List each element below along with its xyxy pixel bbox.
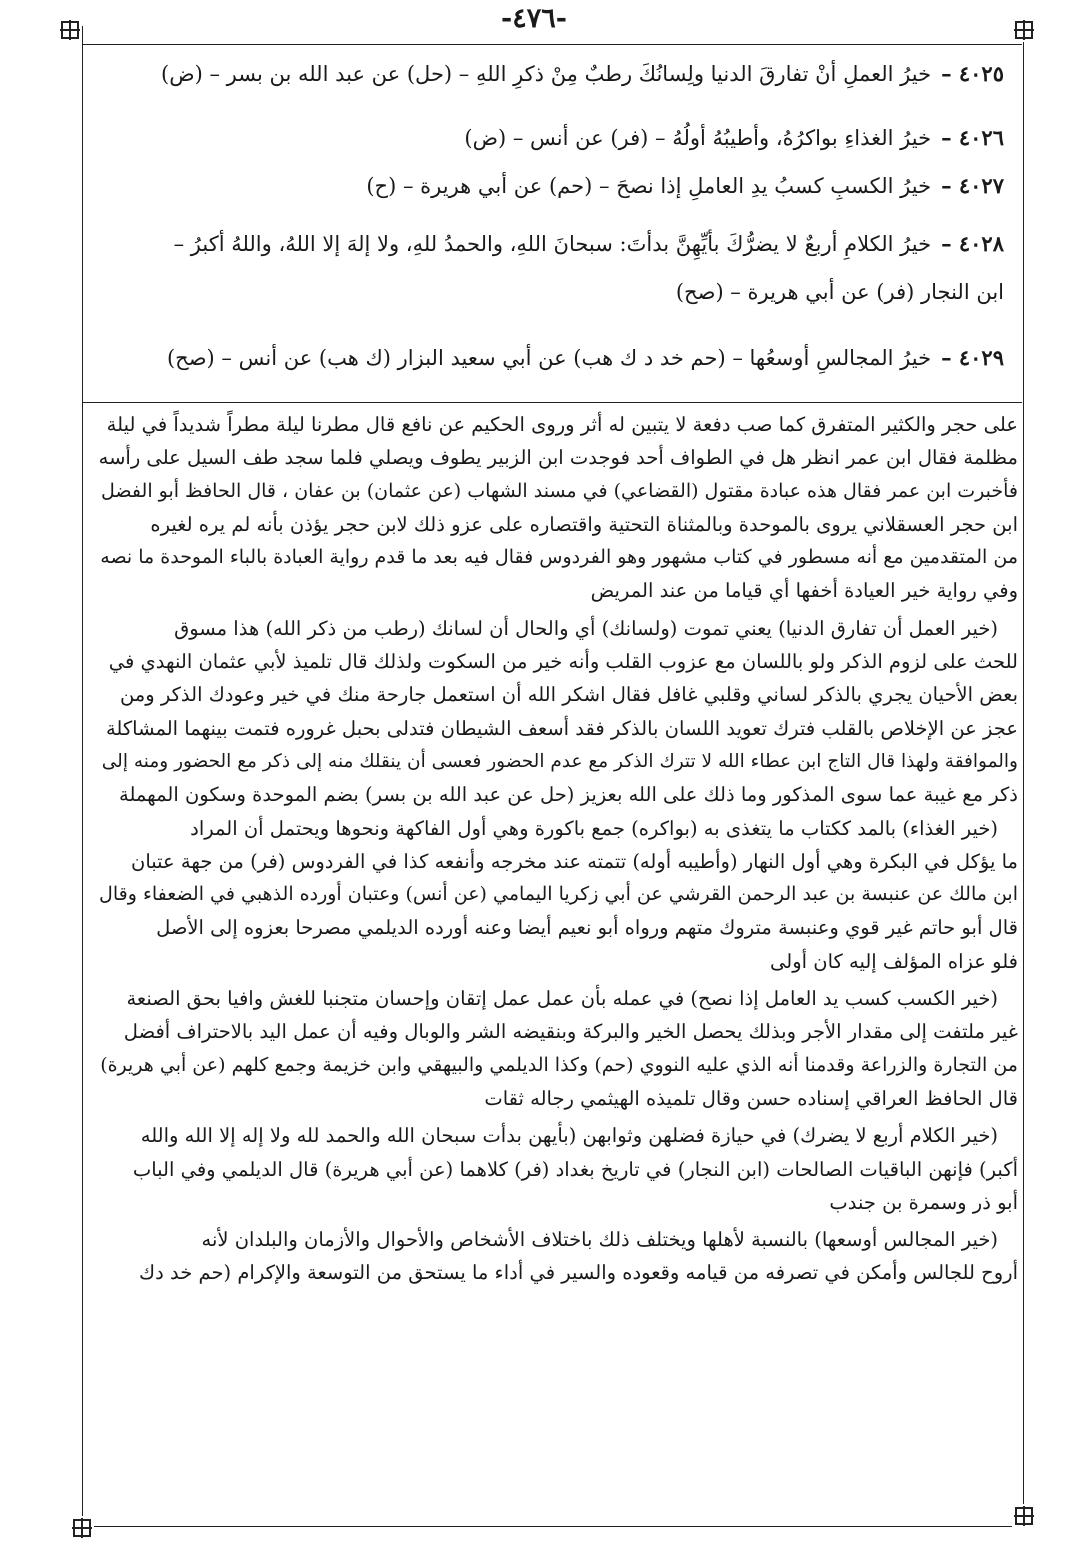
hadith-4029: ٤٠٢٩ –خيرُ المجالسِ أوسعُها – (حم خد د ك هب) عن أبي سعيد البزار (ك هب) عن أنس – (صح): [166, 345, 1004, 370]
commentary-line: ابن مالك عن عنبسة بن عبد الرحمن القرشي عن أبي زكريا اليمامي (عن أنس) وعتبان أورده الذهبي في الضعفاء وقال: [99, 883, 1018, 906]
commentary-line: (خير الكسب كسب يد العامل إذا نصح) في عمله بأن عمل عمل إتقان وإحسان متجنبا للغش وافيا بحق الصنعة: [126, 987, 998, 1011]
commentary-line: (خير العمل أن تفارق الدنيا) يعني تموت (ولسانك) أي والحال أن لسانك (رطب من ذكر الله) هذا مسوق: [174, 616, 998, 640]
bottom-border: [82, 1526, 1022, 1527]
commentary-line: على حجر والكثير المتفرق كما صب دفعة لا يتبين له أثر وروى الحكيم عن نافع قال مطرنا ليلة مطراً شديداً في ليلة: [106, 413, 1018, 436]
commentary-section: [88, 408, 1018, 1506]
commentary-line: (خير الغذاء) بالمد ككتاب ما يتغذى به (بواكره) جمع باكورة وهي أول الفاكهة ونحوها ويحتمل أن المراد: [190, 816, 998, 840]
section-divider: [82, 402, 1022, 403]
commentary-line: عجز عن الإخلاص بالقلب فترك تعويد اللسان بالذكر فقد أسعف الشيطان فتدلى بحبل غروره فتمت بينهما المشاكلة: [105, 716, 1018, 740]
page-number: -٤٧٦-: [501, 3, 567, 34]
commentary-line: والموافقة ولهذا قال التاج ابن عطاء الله لا تترك الذكر مع عدم الحضور فعسى أن ينقلك منه إلى ذكر مع الحضور ومنه إلى: [101, 750, 1018, 772]
commentary-line: فأخبرت ابن عمر فقال هذه عبادة مقتول (القضاعي) في مسند الشهاب (عن عثمان) بن عفان ، قال الحافظ أبو الفضل: [101, 479, 1018, 502]
commentary-line: أبو ذر وسمرة بن جندب: [829, 1190, 1018, 1214]
commentary-line: أكبر) فإنهن الباقيات الصالحات (ابن النجار) في تاريخ بغداد (فر) كلاهما (عن أبي هريرة) قال الديلمي وفي الباب: [132, 1157, 1018, 1181]
commentary-line: من المتقدمين مع أنه مسطور في كتاب مشهور وهو الفردوس فقال فيه بعد ما قدم رواية العبادة بالباء الموحدة ما نصه: [100, 546, 1018, 569]
corner-ornament-icon: [1012, 18, 1036, 42]
commentary-line: ابن حجر العسقلاني يروى بالموحدة وبالمثناة التحتية واقتصاره على عزو ذلك لابن حجر يؤذن بأنه لم يره لغيره: [150, 512, 1018, 536]
commentary-line: قال الحافظ العراقي إسناده حسن وقال تلميذه الهيثمي رجاله ثقات: [484, 1086, 1018, 1110]
commentary-line: ما يؤكل في البكرة وهي أول النهار (وأطيبه أوله) تتمته عند مخرجه وأنفعه كذا في الفردوس (فر) من جهة عتبان: [131, 849, 1018, 873]
commentary-line: فلو عزاه المؤلف إليه كان أولى: [770, 949, 1018, 973]
commentary-line: مظلمة فقال ابن عمر انظر هل في الطواف أحد فوجدت ابن الزبير يطوف ويصلي فلما سجد طف السيل على رأسه: [98, 446, 1018, 470]
corner-ornament-icon: [58, 18, 82, 42]
commentary-line: قال أبو حاتم غير قوي وعنبسة متروك متهم ورواه أبو نعيم أيضا وعنه أورده الديلمي مصرحا بعزوه إلى الأصل: [156, 916, 1018, 940]
commentary-line: وفي رواية خير العيادة أخفها أي قياما من عند المريض: [590, 579, 1018, 603]
commentary-line: من التجارة والزراعة وقدمنا أنه الذي عليه النووي (حم) وكذا الديلمي والبيهقي وابن خزيمة وجمع كلهم (عن أبي هريرة): [100, 1053, 1018, 1076]
corner-ornament-icon: [70, 1516, 94, 1540]
commentary-line: ذكر مع غيبة عما سوى المذكور وما ذلك على الله بعزيز (حل عن عبد الله بن بسر) بضم الموحدة وسكون المهملة: [118, 783, 1018, 807]
hadith-4027: ٤٠٢٧ –خيرُ الكسبِ كسبُ يدِ العاملِ إذا نصحَ – (حم) عن أبي هريرة – (ح): [366, 173, 1004, 198]
hadith-4025: ٤٠٢٥ –خيرُ العملِ أنْ تفارقَ الدنيا ولِسانُكَ رطبٌ مِنْ ذكرِ اللهِ – (حل) عن عبد الله بن بسر – (ض): [161, 61, 1004, 86]
top-border: [82, 44, 1022, 45]
commentary-line: بعض الأحيان يجري بالذكر لساني وقلبي غافل فقال اشكر الله أن استعمل جارحة منك في خير وعودك الذكر ومن: [119, 683, 1018, 707]
commentary-line: غير ملتفت إلى مقدار الأجر وبذلك يحصل الخير والبركة وبنقيضه الشر والوبال وفيه أن عمل اليد بالاحتراف أفضل: [123, 1020, 1018, 1044]
hadith-4028-continuation: ابن النجار (فر) عن أبي هريرة – (صح): [675, 280, 1004, 304]
commentary-line: (خير المجالس أوسعها) بالنسبة لأهلها ويختلف ذلك باختلاف الأشخاص والأحوال والأزمان والبلدان لأنه: [201, 1228, 998, 1252]
corner-ornament-icon: [1012, 1504, 1036, 1528]
hadith-4028: ٤٠٢٨ –خيرُ الكلامِ أربعٌ لا يضرُّكَ بأيِّهِنَّ بدأتَ: سبحانَ اللهِ، والحمدُ للهِ، ولا إلهَ إلا اللهُ، واللهُ أكبرُ –: [173, 231, 1004, 256]
commentary-line: (خير الكلام أربع لا يضرك) في حيازة فضلهن وثوابهن (بأيهن بدأت سبحان الله والحمد لله ولا إله إلا الله والله: [140, 1124, 998, 1148]
commentary-line: للحث على لزوم الذكر ولو باللسان مع عزوب القلب وأنه خير من السكوت ولذلك قال تلميذ لأبي عثمان النهدي في: [108, 650, 1018, 674]
commentary-line: أروح للجالس وأمكن في تصرفه من قيامه وقعوده والسير في أداء ما يستحق من التوسعة والإكرام (حم خد دك: [139, 1261, 1018, 1285]
hadith-4026: ٤٠٢٦ –خيرُ الغذاءِ بواكرُهُ، وأطيبُهُ أولُهُ – (فر) عن أنس – (ض): [464, 125, 1004, 150]
